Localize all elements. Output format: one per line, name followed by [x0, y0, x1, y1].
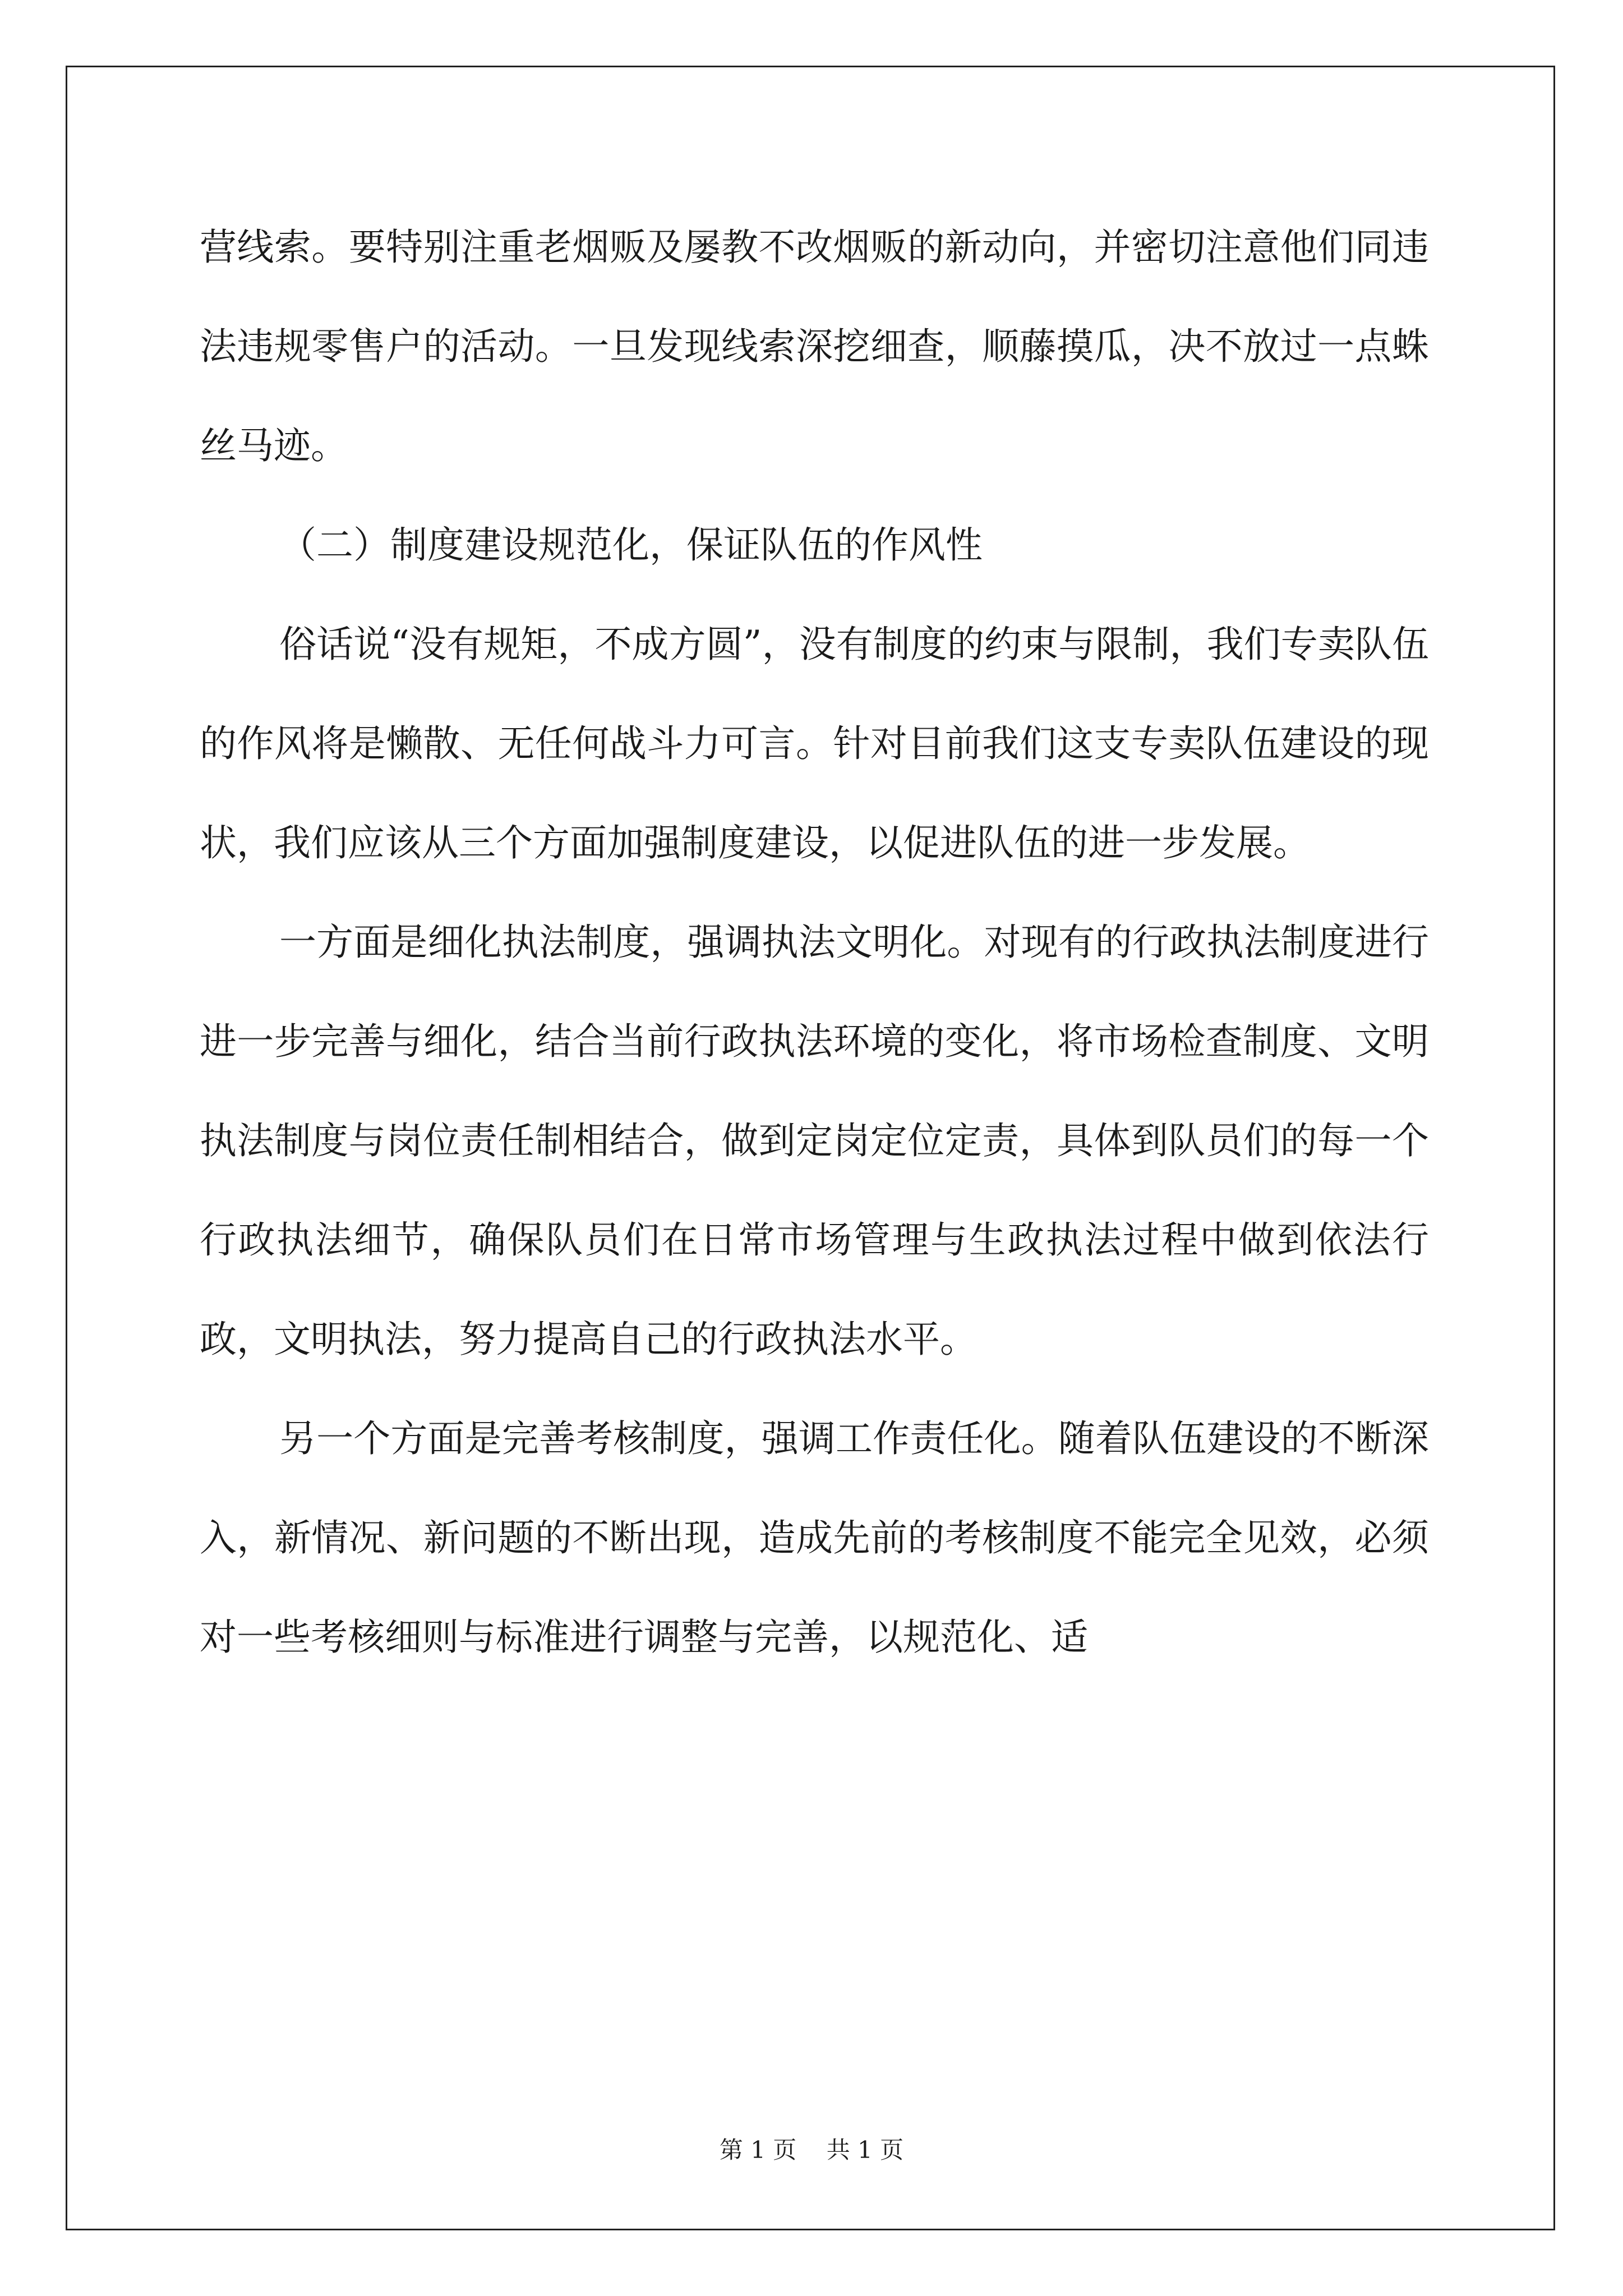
page-footer [0, 2132, 1623, 2165]
paragraph-2: 俗话说“没有规矩，不成方圆”，没有制度的约束与限制，我们专卖队伍的作风将是懒散、无任何战斗力可言。针对目前我们这支专卖队伍建设的现状，我们应该从三个方面加强制度建设，以促进队伍的进一步发展。 [200, 623, 1429, 864]
section-heading: （二）制度建设规范化，保证队伍的作风性 [279, 523, 983, 567]
paragraph-3: 一方面是细化执法制度，强调执法文明化。对现有的行政执法制度进行进一步完善与细化，结合当前行政执法环境的变化，将市场检查制度、文明执法制度与岗位责任制相结合，做到定岗定位定责，具体到队员们的每一个行政执法细节，确保队员们在日常市场管理与生政执法过程中做到依法行政，文明执法，努力提高自己的行政执法水平。 [200, 921, 1429, 1361]
page-number-label: 第 1 页 共 1 页 [719, 2136, 904, 2164]
paragraph-1: 营线索。要特别注重老烟贩及屡教不改烟贩的新动向，并密切注意他们同违法违规零售户的活动。一旦发现线索深挖细查，顺藤摸瓜，决不放过一点蛛丝马迹。 [200, 226, 1429, 467]
document-body [200, 197, 1429, 1687]
paragraph-4: 另一个方面是完善考核制度，强调工作责任化。随着队伍建设的不断深入，新情况、新问题的不断出现，造成先前的考核制度不能完全见效，必须对一些考核细则与标准进行调整与完善，以规范化、适 [200, 1417, 1429, 1659]
